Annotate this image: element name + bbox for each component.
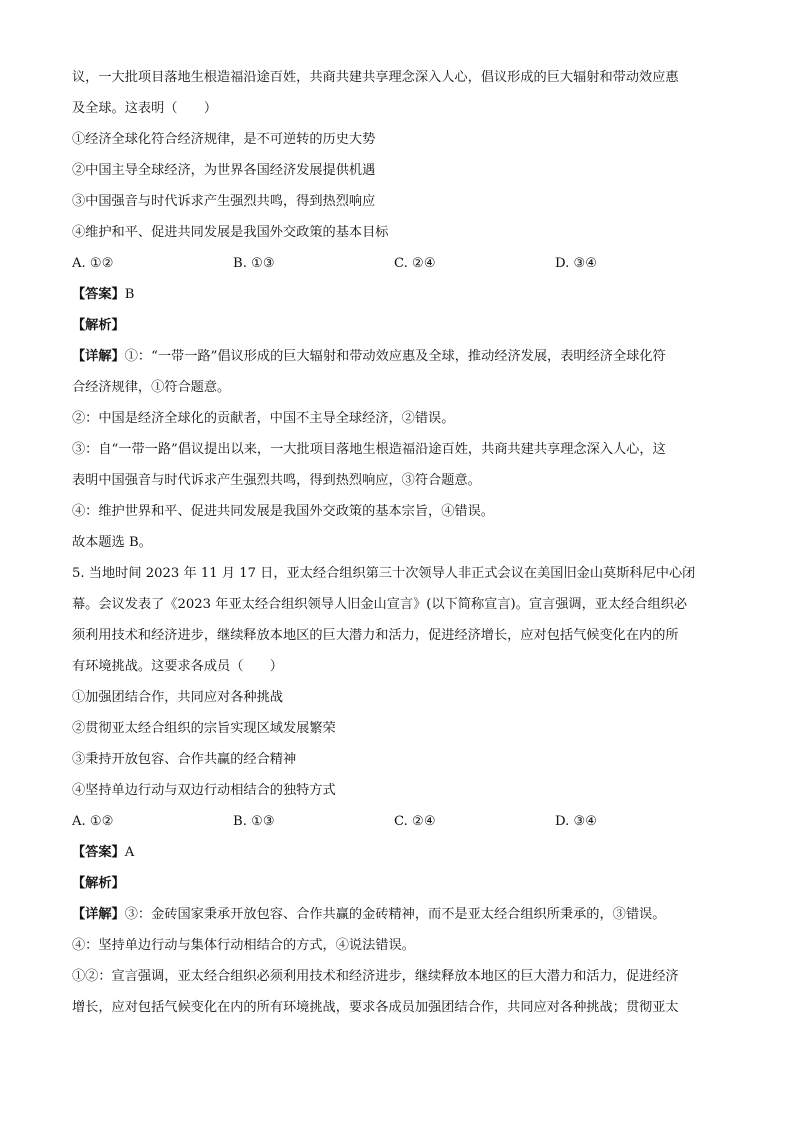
q4-detail-line: ②：中国是经济全球化的贡献者，中国不主导全球经济，②错误。 [72,411,455,426]
q4-detail-line: ③：自“一带一路”倡议提出以来，一大批项目落地生根造福沿途百姓，共商共建共享理念深入人心，这 [72,442,666,457]
q5-analysis [72,868,724,899]
q4-stem-line: 议，一大批项目落地生根造福沿途百姓，共商共建共享理念深入人心，倡议形成的巨大辐射和带动效应惠 [72,70,679,85]
q5-option-d: D. ③④ [555,814,598,829]
q5-options [72,806,724,837]
q4-detail-line [72,341,724,372]
q5-statement-4: ④坚持单边行动与双边行动相结合的独特方式 [72,783,336,798]
q5-statement-3: ③秉持开放包容、合作共赢的经合精神 [72,752,297,767]
q5-detail-line: ①②：宣言强调，亚太经合组织必须利用技术和经济进步，继续释放本地区的巨大潜力和活力，促进经济 [72,969,679,984]
q5-detail-line: 增长，应对包括气候变化在内的所有环境挑战，要求各成员加强团结合作，共同应对各种挑战；贯彻亚太 [72,1000,679,1015]
q4-option-b: B. ①③ [233,256,275,271]
q4-detail-line: ④：维护世界和平、促进共同发展是我国外交政策的基本宗旨，④错误。 [72,504,494,519]
q4-statements [72,124,724,248]
q5-stem-line: 有环境挑战。这要求各成员（ ） [72,659,283,674]
q5-stem-line: 5. 当地时间 2023 年 11 月 17 日，亚太经合组织第三十次领导人非正式会议在美国旧金山莫斯科尼中心闭 [72,566,696,581]
q5-stem-line: 须利用技术和经济进步，继续释放本地区的巨大潜力和活力，促进经济增长，应对包括气候变化在内的所 [72,628,679,643]
q5-detail-tag: 【详解】 [72,907,125,922]
q4-options [72,248,724,279]
q5-answer-tag: 【答案】 [72,845,125,860]
q5-detail-line [72,899,724,930]
q4-analysis [72,310,724,341]
q4-stem-line: 及全球。这表明（ ） [72,101,218,116]
q5-option-b: B. ①③ [233,814,275,829]
q5-statement-2: ②贯彻亚太经合组织的宗旨实现区域发展繁荣 [72,721,336,736]
q5-answer-value: A [124,845,135,860]
q5-detail-text: ③：金砖国家秉承开放包容、合作共赢的金砖精神，而不是亚太经合组织所秉承的，③错误。 [124,907,666,922]
q4-statement-3: ③中国强音与时代诉求产生强烈共鸣，得到热烈响应 [72,194,376,209]
q4-detail-line: 合经济规律，①符合题意。 [72,380,231,395]
q4-detail-tag: 【详解】 [72,349,125,364]
q4-detail [72,341,724,558]
q4-statement-2: ②中国主导全球经济，为世界各国经济发展提供机遇 [72,163,376,178]
q5-option-a: A. ①② [72,814,114,829]
q4-answer-value: B [124,287,135,302]
q4-option-c: C. ②④ [394,256,436,271]
q4-analysis-tag: 【解析】 [72,318,125,333]
q4-answer [72,279,724,310]
q4-statement-1: ①经济全球化符合经济规律，是不可逆转的历史大势 [72,132,376,147]
q4-statement-4: ④维护和平、促进共同发展是我国外交政策的基本目标 [72,225,389,240]
q5-analysis-tag: 【解析】 [72,876,125,891]
q5-option-c: C. ②④ [394,814,436,829]
q5-statements [72,682,724,806]
q4-option-a: A. ①② [72,256,114,271]
q5-detail [72,899,724,1023]
q5-stem [72,558,724,682]
q5-answer [72,837,724,868]
q4-stem [72,62,724,124]
q4-detail-text: ①：“一带一路”倡议形成的巨大辐射和带动效应惠及全球，推动经济发展，表明经济全球化符 [124,349,666,364]
q4-conclusion: 故本题选 B。 [72,535,152,550]
q5-detail-line: ④：坚持单边行动与集体行动相结合的方式，④说法错误。 [72,938,415,953]
q5-stem-line: 幕。会议发表了《2023 年亚太经合组织领导人旧金山宣言》(以下简称宣言)。宣言强调，亚太经合组织必 [72,597,688,612]
q4-detail-line: 表明中国强音与时代诉求产生强烈共鸣，得到热烈响应，③符合题意。 [72,473,481,488]
document-page [72,62,724,1023]
q5-statement-1: ①加强团结合作，共同应对各种挑战 [72,690,283,705]
q4-answer-tag: 【答案】 [72,287,125,302]
q4-option-d: D. ③④ [555,256,598,271]
